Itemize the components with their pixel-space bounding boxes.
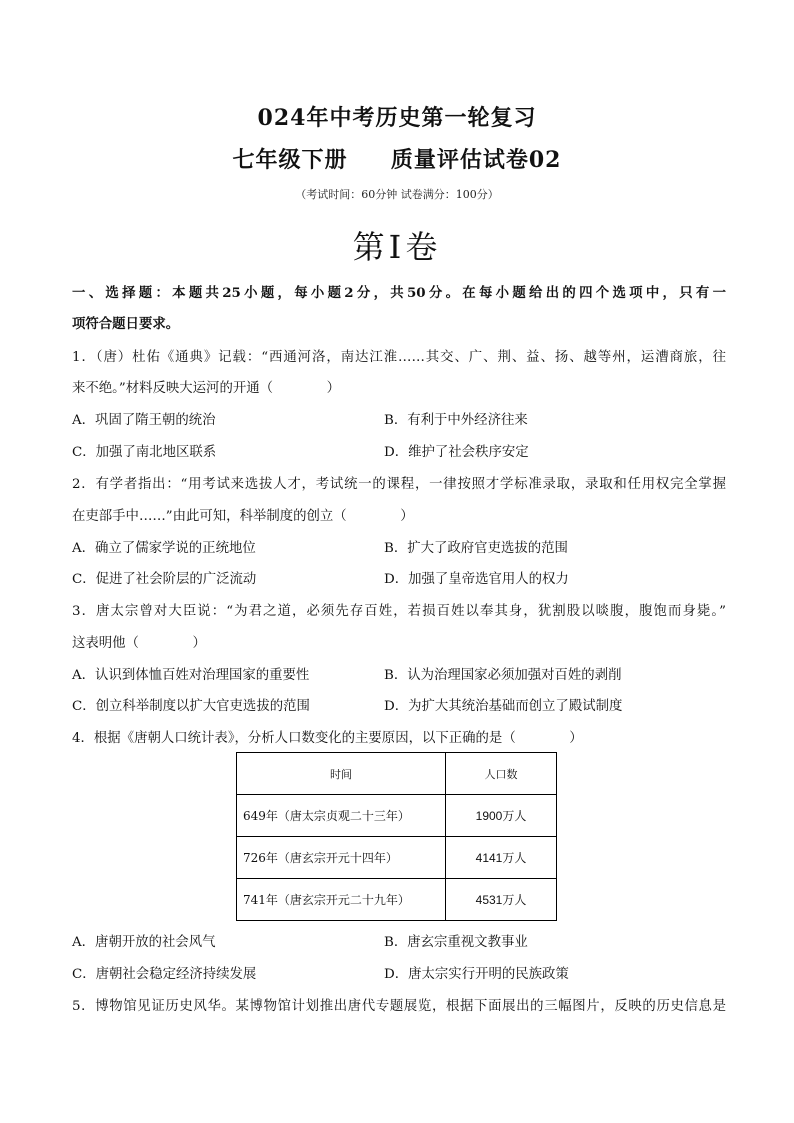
table-row: [237, 837, 557, 879]
q2-option-c: C．促进了社会阶层的广泛流动: [72, 572, 257, 587]
q5-stem-line1: 5．博物馆见证历史风华。某博物馆计划推出唐代专题展览，根据下面展出的三幅图片，反映的历史信息是: [72, 999, 726, 1014]
q2-option-b: B．扩大了政府官吏选拔的范围: [384, 541, 568, 556]
exam-title: 024年中考历史第一轮复习: [257, 105, 537, 131]
table-cell-time: 726年（唐玄宗开元十四年）: [237, 837, 446, 879]
q1-option-a: A．巩固了隋王朝的统治: [72, 413, 216, 428]
q2-stem-line1: 2．有学者指出：“用考试来选拔人才，考试统一的课程，一律按照才学标准录取，录取和任用权完全掌握: [72, 477, 726, 492]
population-table: [236, 752, 557, 921]
table-cell-population: 4141万人: [446, 837, 557, 879]
table-header-population: 人口数: [446, 753, 557, 795]
q1-option-c: C．加强了南北地区联系: [72, 445, 217, 460]
q4-stem: 4．根据《唐朝人口统计表》，分析人口数变化的主要原因，以下正确的是（ ）: [72, 731, 583, 746]
q4-option-d: D．唐太宗实行开明的民族政策: [384, 967, 569, 982]
q3-option-c: C．创立科举制度以扩大官吏选拔的范围: [72, 699, 310, 714]
q2-option-a: A．确立了儒家学说的正统地位: [72, 541, 256, 556]
table-cell-population: 1900万人: [446, 795, 557, 837]
table-cell-time: 649年（唐太宗贞观二十三年）: [237, 795, 446, 837]
q1-stem-line1: 1．（唐）杜佑《通典》记载：“西通河洛，南达江淮……其交、广、荆、益、扬、越等州，运漕商旅，往: [72, 350, 726, 365]
q3-stem-line1: 3．唐太宗曾对大臣说：“为君之道，必须先存百姓，若损百姓以奉其身，犹割股以啖腹，腹饱而身毙。”: [72, 604, 726, 619]
q1-option-d: D．维护了社会秩序安定: [384, 445, 529, 460]
q1-stem-line2: 来不绝。”材料反映大运河的开通（ ）: [72, 381, 340, 396]
q3-option-a: A．认识到体恤百姓对治理国家的重要性: [72, 668, 310, 683]
q3-stem-line2: 这表明他（ ）: [72, 636, 206, 651]
volume-title: 第I卷: [352, 228, 442, 266]
section-instructions-line1: 一、选择题：本题共25小题，每小题2分，共50分。在每小题给出的四个选项中，只有一: [72, 285, 726, 301]
q3-option-b: B．认为治理国家必须加强对百姓的剥削: [384, 668, 622, 683]
exam-info: （考试时间：60分钟 试卷满分：100分）: [295, 188, 499, 201]
table-header-time: 时间: [237, 753, 446, 795]
q2-option-d: D．加强了皇帝选官用人的权力: [384, 572, 569, 587]
q1-option-b: B．有利于中外经济往来: [384, 413, 528, 428]
q4-option-c: C．唐朝社会稳定经济持续发展: [72, 967, 257, 982]
q3-option-d: D．为扩大其统治基础而创立了殿试制度: [384, 699, 623, 714]
exam-subtitle: 七年级下册 质量评估试卷02: [232, 147, 562, 173]
table-header-row: [237, 753, 557, 795]
q4-option-b: B．唐玄宗重视文教事业: [384, 935, 528, 950]
table-row: [237, 879, 557, 921]
table-cell-population: 4531万人: [446, 879, 557, 921]
table-row: [237, 795, 557, 837]
table-cell-time: 741年（唐玄宗开元二十九年）: [237, 879, 446, 921]
section-instructions-line2: 项符合题日要求。: [72, 316, 180, 332]
q2-stem-line2: 在吏部手中……”由此可知，科举制度的创立（ ）: [72, 509, 414, 524]
q4-option-a: A．唐朝开放的社会风气: [72, 935, 216, 950]
